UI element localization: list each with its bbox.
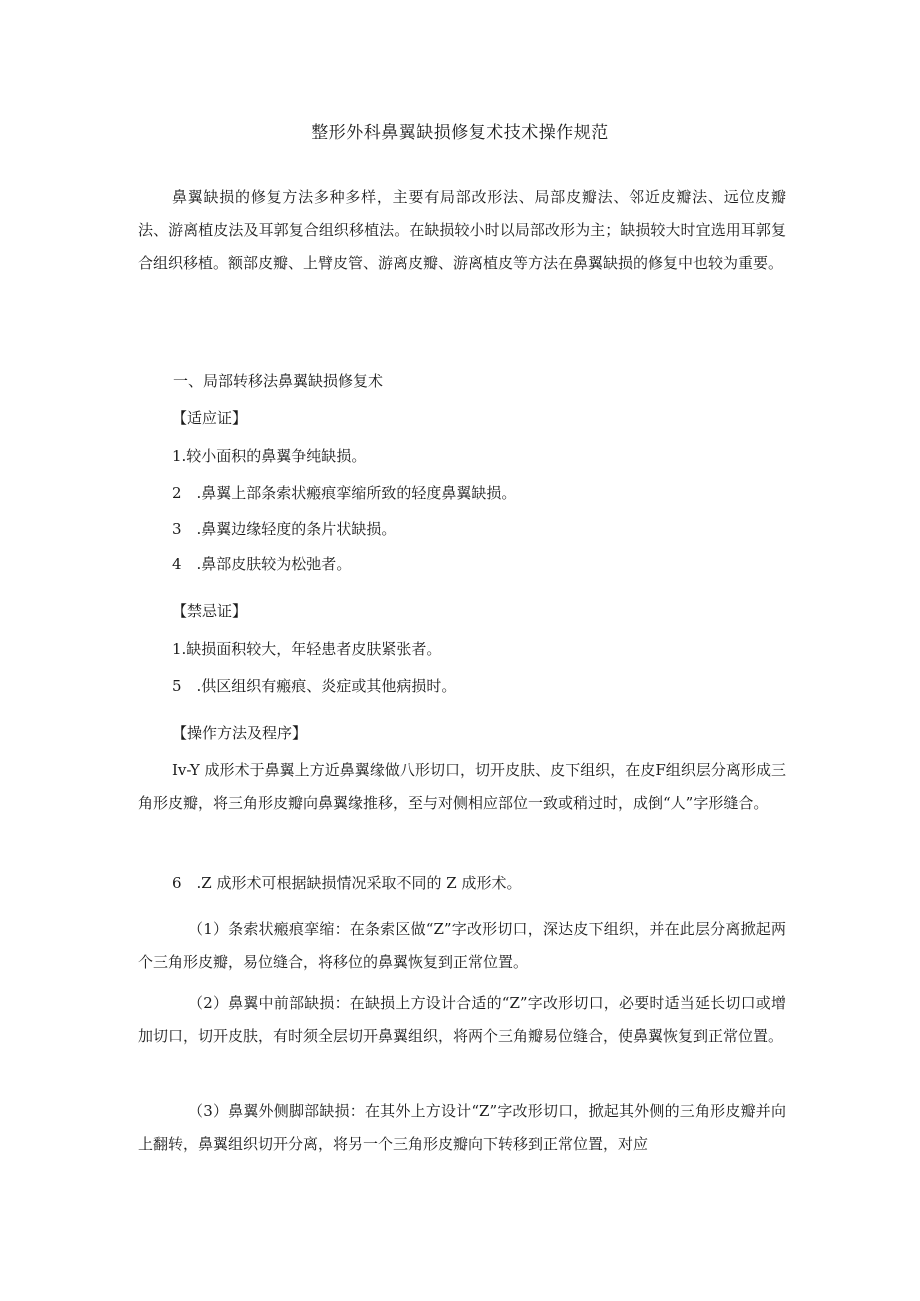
contraindication-item: 1.缺损面积较大，年轻患者皮肤紧张者。 bbox=[172, 640, 442, 658]
subsection-paragraph: （1）条索状瘢痕挛缩：在条索区做“Z”字改形切口，深达皮下组织，并在此层分离掀起两个三角形皮瓣，易位缝合，将移位的鼻翼恢复到正常位置。 bbox=[138, 920, 786, 971]
subsection-paragraph: （3）鼻翼外侧脚部缺损：在其外上方设计“Z”字改形切口，掀起其外侧的三角形皮瓣并向上翻转，鼻翼组织切开分离，将另一个三角形皮瓣向下转移到正常位置，对应 bbox=[138, 1102, 786, 1153]
contraindications-heading: 【禁忌证】 bbox=[172, 602, 248, 620]
document-title: 整形外科鼻翼缺损修复术技术操作规范 bbox=[311, 123, 609, 143]
indication-item: 3 .鼻翼边缘轻度的条片状缺损。 bbox=[172, 520, 397, 538]
indication-item: 1.较小面积的鼻翼争纯缺损。 bbox=[172, 447, 367, 465]
indication-item: 4 .鼻部皮肤较为松弛者。 bbox=[172, 555, 352, 573]
subsection-paragraph: （2）鼻翼中前部缺损：在缺损上方设计合适的“Z”字改形切口，必要时适当延长切口或增加切口，切开皮肤，有时须全层切开鼻翼组织，将两个三角瓣易位缝合，使鼻翼恢复到正常位置。 bbox=[138, 994, 786, 1045]
indication-item: 2 .鼻翼上部条索状瘢痕挛缩所致的轻度鼻翼缺损。 bbox=[172, 484, 517, 502]
contraindication-item: 5 .供区组织有瘢痕、炎症或其他病损时。 bbox=[172, 677, 457, 695]
procedure-z-paragraph: 6 .Z 成形术可根据缺损情况采取不同的 Z 成形术。 bbox=[172, 874, 522, 892]
indications-heading: 【适应证】 bbox=[172, 409, 248, 427]
procedure-heading: 【操作方法及程序】 bbox=[172, 724, 308, 742]
procedure-vy-paragraph: Iv-Y 成形术于鼻翼上方近鼻翼缘做八形切口，切开皮肤、皮下组织，在皮F组织层分离形成三角形皮瓣，将三角形皮瓣向鼻翼缘推移，至与对侧相应部位一致或稍过时，成倒“人”字形缝合。 bbox=[138, 761, 786, 812]
intro-paragraph: 鼻翼缺损的修复方法多种多样，主要有局部改形法、局部皮瓣法、邻近皮瓣法、远位皮瓣法、游离植皮法及耳郭复合组织移植法。在缺损较小时以局部改形为主；缺损较大时宜选用耳郭复合组织移植。额部皮瓣、上臂皮管、游离皮瓣、游离植皮等方法在鼻翼缺损的修复中也较为重要。 bbox=[138, 188, 786, 272]
section-heading: 一、局部转移法鼻翼缺损修复术 bbox=[173, 372, 384, 390]
